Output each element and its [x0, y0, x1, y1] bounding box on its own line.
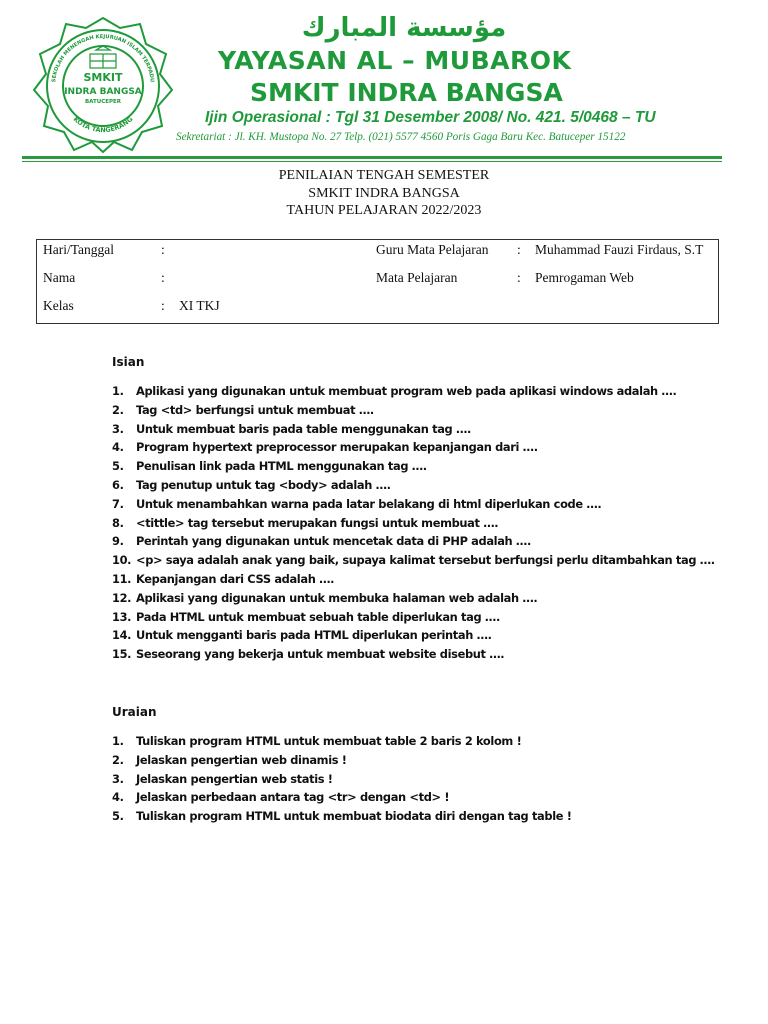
list-item	[112, 570, 752, 589]
item-number: 14.	[112, 628, 132, 643]
question-text: Untuk mengganti baris pada HTML diperlukan perintah ….	[136, 628, 492, 643]
guru-label: Guru Mata Pelajaran	[376, 242, 489, 257]
isian-question-list	[112, 382, 752, 664]
question-text: Jelaskan pengertian web dinamis !	[136, 752, 347, 767]
exam-title	[0, 167, 768, 220]
question-text: Tuliskan program HTML untuk membuat biodata diri dengan tag table !	[136, 809, 572, 824]
item-number: 1.	[112, 734, 124, 748]
list-item	[112, 788, 752, 807]
question-text: Aplikasi yang digunakan untuk membuka halaman web adalah ….	[136, 590, 538, 605]
item-number: 3.	[112, 771, 124, 786]
guru-value: Muhammad Fauzi Firdaus, S.T	[535, 242, 704, 257]
question-text: Program hypertext preprocessor merupakan kepanjangan dari ….	[136, 440, 538, 455]
logo-smkit-text: SMKIT	[83, 71, 123, 84]
list-item	[112, 420, 752, 439]
exam-title-line2: SMKIT INDRA BANGSA	[308, 185, 460, 201]
question-text: Kepanjangan dari CSS adalah ….	[136, 571, 335, 586]
nama-label: Nama	[43, 270, 76, 285]
question-text: Penulisan link pada HTML menggunakan tag ….	[136, 459, 427, 474]
guru-colon: :	[517, 242, 521, 257]
question-text: Pada HTML untuk membuat sebuah table diperlukan tag ….	[136, 609, 500, 624]
hari-tanggal-colon: :	[161, 242, 165, 257]
list-item	[112, 645, 752, 664]
list-item	[112, 770, 752, 789]
nama-colon: :	[161, 270, 165, 285]
header-divider-thick	[22, 156, 722, 159]
mapel-label: Mata Pelajaran	[376, 270, 458, 285]
question-text: Tuliskan program HTML untuk membuat table 2 baris 2 kolom !	[136, 734, 522, 748]
item-number: 9.	[112, 534, 124, 549]
item-number: 5.	[112, 459, 124, 474]
question-text: Untuk membuat baris pada table menggunakan tag ….	[136, 421, 471, 436]
item-number: 15.	[112, 647, 132, 662]
mapel-colon: :	[517, 270, 521, 285]
item-number: 1.	[112, 384, 124, 398]
question-text: <p> saya adalah anak yang baik, supaya kalimat tersebut berfungsi perlu ditambahkan tag ….	[136, 553, 715, 568]
list-item	[112, 401, 752, 420]
item-number: 7.	[112, 496, 124, 511]
list-item	[112, 476, 752, 495]
item-number: 10.	[112, 553, 132, 568]
exam-title-line1: PENILAIAN TENGAH SEMESTER	[278, 168, 490, 183]
question-text: Tag penutup untuk tag <body> adalah ….	[136, 477, 391, 492]
item-number: 2.	[112, 752, 124, 767]
item-number: 8.	[112, 515, 124, 530]
item-number: 11.	[112, 571, 132, 586]
school-logo	[28, 14, 178, 154]
item-number: 2.	[112, 402, 124, 417]
logo-arc-text: SEKOLAH MENENGAH KEJURUAN ISLAM TERPADU	[51, 33, 155, 83]
item-number: 4.	[112, 440, 124, 455]
arabic-calligraphy-text: مؤسسة المبارك	[301, 13, 507, 43]
item-number: 3.	[112, 421, 124, 436]
item-number: 5.	[112, 809, 124, 824]
question-text: Jelaskan perbedaan antara tag <tr> dengan <td> !	[136, 790, 450, 805]
list-item	[112, 438, 752, 457]
list-item	[112, 732, 752, 751]
item-number: 4.	[112, 790, 124, 805]
question-text: Perintah yang digunakan untuk mencetak data di PHP adalah ….	[136, 534, 531, 549]
arabic-calligraphy	[268, 8, 540, 44]
letterhead	[0, 0, 768, 162]
list-item	[112, 626, 752, 645]
logo-batuceper-text: BATUCEPER	[84, 99, 122, 105]
question-text: Jelaskan pengertian web statis !	[136, 771, 333, 786]
list-item	[112, 514, 752, 533]
list-item	[112, 751, 752, 770]
secretariat-address: Sekretariat : Jl. KH. Mustopa No. 27 Telp. (021) 5577 4560 Poris Gaga Baru Kec. Batuceper 15122	[176, 131, 626, 143]
uraian-question-list	[112, 732, 752, 826]
school-name: SMKIT INDRA BANGSA	[250, 78, 563, 107]
list-item	[112, 608, 752, 627]
question-text: Seseorang yang bekerja untuk membuat website disebut ….	[136, 647, 505, 662]
student-info-box	[36, 239, 719, 324]
list-item	[112, 551, 752, 570]
list-item	[112, 807, 752, 826]
question-text: Aplikasi yang digunakan untuk membuat program web pada aplikasi windows adalah ….	[136, 384, 677, 398]
exam-title-line3: TAHUN PELAJARAN 2022/2023	[286, 203, 482, 218]
list-item	[112, 495, 752, 514]
hari-tanggal-label: Hari/Tanggal	[43, 242, 115, 257]
header-divider-thin	[22, 161, 722, 162]
question-text: Untuk menambahkan warna pada latar belakang di html diperlukan code ….	[136, 496, 602, 511]
kelas-value: XI TKJ	[179, 298, 220, 313]
logo-bottom-text: KOTA TANGERANG	[71, 115, 135, 135]
kelas-colon: :	[161, 298, 165, 313]
list-item	[112, 457, 752, 476]
logo-indra-bangsa-text: INDRA BANGSA	[64, 87, 142, 97]
list-item	[112, 532, 752, 551]
kelas-label: Kelas	[43, 298, 74, 313]
item-number: 13.	[112, 609, 132, 624]
item-number: 12.	[112, 590, 132, 605]
isian-heading: Isian	[112, 355, 145, 369]
yayasan-name: YAYASAN AL – MUBAROK	[218, 46, 572, 75]
uraian-heading: Uraian	[112, 705, 157, 719]
question-text: <tittle> tag tersebut merupakan fungsi untuk membuat ….	[136, 515, 499, 530]
mapel-value: Pemrogaman Web	[535, 270, 634, 285]
svg-text:KOTA TANGERANG	[72, 115, 135, 134]
list-item	[112, 589, 752, 608]
question-text: Tag <td> berfungsi untuk membuat ….	[136, 402, 374, 417]
item-number: 6.	[112, 477, 124, 492]
operational-permit: Ijin Operasional : Tgl 31 Desember 2008/ No. 421. 5/0468 – TU	[205, 109, 656, 126]
list-item	[112, 382, 752, 401]
